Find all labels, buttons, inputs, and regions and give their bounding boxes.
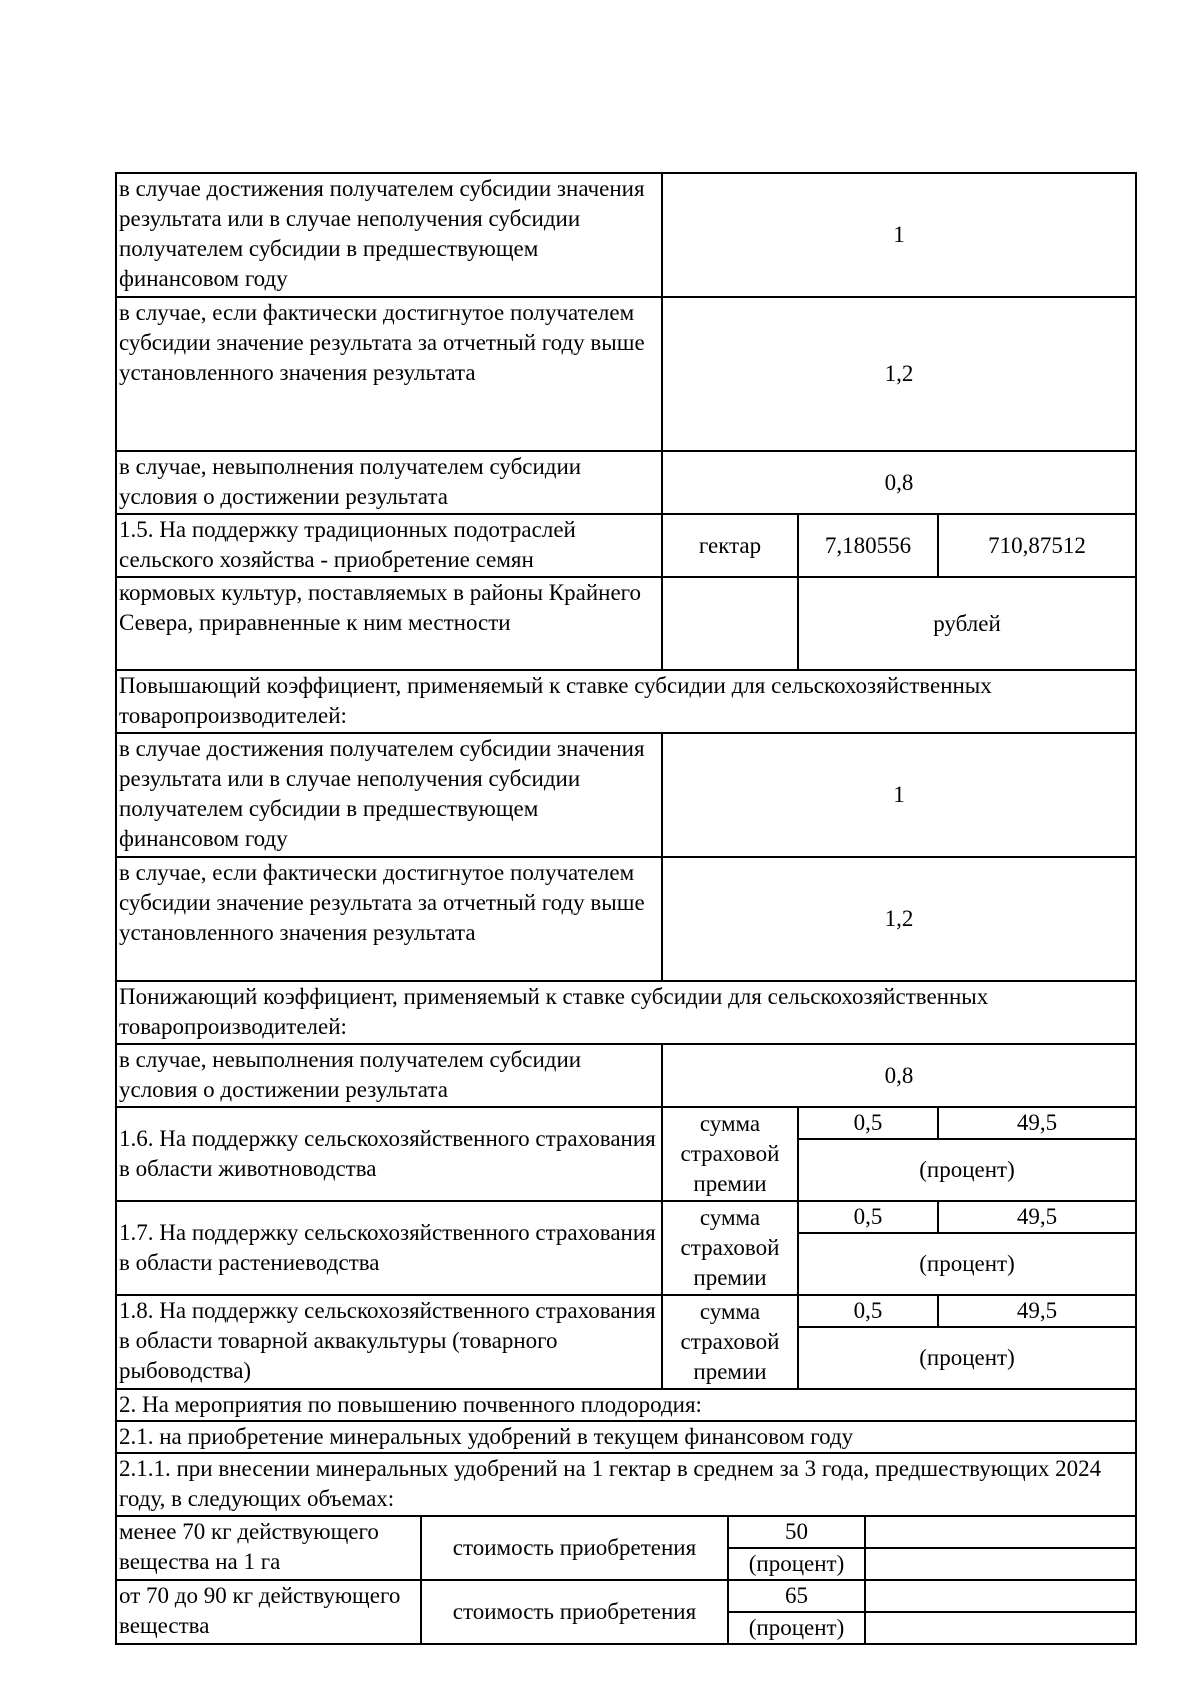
- section-heading: Повышающий коэффициент, применяемый к ставке субсидии для сельскохозяйственных товаропроизводителей:: [116, 670, 1136, 733]
- value-cell: 49,5: [938, 1295, 1136, 1327]
- section-heading: 2.1.1. при внесении минеральных удобрений на 1 гектар в среднем за 3 года, предшествующих 2024 году, в следующих объемах:: [116, 1453, 1136, 1516]
- unit-cell: (процент): [798, 1233, 1136, 1295]
- section-heading: 2.1. на приобретение минеральных удобрений в текущем финансовом году: [116, 1421, 1136, 1453]
- table-row: [116, 1201, 1136, 1233]
- coefficient-value: 1: [662, 733, 1136, 857]
- row-label: менее 70 кг действующего вещества на 1 га: [116, 1516, 421, 1580]
- unit-cell: гектар: [662, 514, 798, 577]
- table-row: [116, 173, 1136, 297]
- empty-cell: [662, 577, 798, 670]
- unit-cell: сумма страховой премии: [662, 1295, 798, 1389]
- value-cell: 65: [728, 1580, 865, 1612]
- row-label: в случае, если фактически достигнутое получателем субсидии значение результата за отчетный году выше установленного значения результата: [116, 857, 662, 981]
- fertilizer-table: [115, 1515, 1137, 1645]
- table-row: [116, 297, 1136, 451]
- table-row: [116, 857, 1136, 981]
- row-label: в случае, невыполнения получателем субсидии условия о достижении результата: [116, 1044, 662, 1107]
- coefficient-value: 1,2: [662, 857, 1136, 981]
- unit-cell: (процент): [728, 1612, 865, 1644]
- coefficient-value: 0,8: [662, 1044, 1136, 1107]
- table-row: [116, 1044, 1136, 1107]
- cost-cell: стоимость приобретения: [421, 1580, 728, 1644]
- table-row: [116, 1453, 1136, 1516]
- section-heading: 2. На мероприятия по повышению почвенного плодородия:: [116, 1389, 1136, 1421]
- table-row: [116, 733, 1136, 857]
- unit-cell: сумма страховой премии: [662, 1201, 798, 1295]
- unit-cell: (процент): [798, 1327, 1136, 1389]
- unit-cell: рублей: [798, 577, 1136, 670]
- table-row: [116, 670, 1136, 733]
- row-label: 1.7. На поддержку сельскохозяйственного страхования в области растениеводства: [116, 1201, 662, 1295]
- unit-cell: сумма страховой премии: [662, 1107, 798, 1201]
- row-label: 1.8. На поддержку сельскохозяйственного страхования в области товарной аквакультуры (товарного рыбоводства): [116, 1295, 662, 1389]
- value-cell: 50: [728, 1516, 865, 1548]
- document: [115, 172, 1135, 1645]
- row-label: в случае, если фактически достигнутое получателем субсидии значение результата за отчетный году выше установленного значения результата: [116, 297, 662, 451]
- table-row: [116, 1516, 1136, 1548]
- unit-cell: (процент): [798, 1139, 1136, 1201]
- row-label: в случае достижения получателем субсидии значения результата или в случае неполучения субсидии получателем субсидии в предшествующем финансовом году: [116, 733, 662, 857]
- coefficient-value: 1,2: [662, 297, 1136, 451]
- row-label: в случае, невыполнения получателем субсидии условия о достижении результата: [116, 451, 662, 514]
- subsidy-table: [115, 172, 1137, 1517]
- row-label: 1.6. На поддержку сельскохозяйственного страхования в области животноводства: [116, 1107, 662, 1201]
- row-label: в случае достижения получателем субсидии значения результата или в случае неполучения субсидии получателем субсидии в предшествующем финансовом году: [116, 173, 662, 297]
- empty-cell: [865, 1612, 1136, 1644]
- table-row: [116, 1107, 1136, 1139]
- coefficient-value: 1: [662, 173, 1136, 297]
- value-cell: 0,5: [798, 1295, 938, 1327]
- row-label: от 70 до 90 кг действующего вещества: [116, 1580, 421, 1644]
- table-row: [116, 514, 1136, 577]
- empty-cell: [865, 1516, 1136, 1548]
- cost-cell: стоимость приобретения: [421, 1516, 728, 1580]
- table-row: [116, 451, 1136, 514]
- table-row: [116, 1421, 1136, 1453]
- table-row: [116, 577, 1136, 670]
- value-cell: 49,5: [938, 1201, 1136, 1233]
- empty-cell: [865, 1580, 1136, 1612]
- section-heading: Понижающий коэффициент, применяемый к ставке субсидии для сельскохозяйственных товаропроизводителей:: [116, 981, 1136, 1044]
- value-cell: 0,5: [798, 1201, 938, 1233]
- empty-cell: [865, 1548, 1136, 1580]
- table-row: [116, 1580, 1136, 1612]
- value-cell: 710,87512: [938, 514, 1136, 577]
- value-cell: 0,5: [798, 1107, 938, 1139]
- value-cell: 7,180556: [798, 514, 938, 577]
- table-row: [116, 1389, 1136, 1421]
- table-row: [116, 981, 1136, 1044]
- coefficient-value: 0,8: [662, 451, 1136, 514]
- value-cell: 49,5: [938, 1107, 1136, 1139]
- table-row: [116, 1295, 1136, 1327]
- row-label: кормовых культур, поставляемых в районы Крайнего Севера, приравненные к ним местности: [116, 577, 662, 670]
- row-label: 1.5. На поддержку традиционных подотраслей сельского хозяйства - приобретение семян: [116, 514, 662, 577]
- unit-cell: (процент): [728, 1548, 865, 1580]
